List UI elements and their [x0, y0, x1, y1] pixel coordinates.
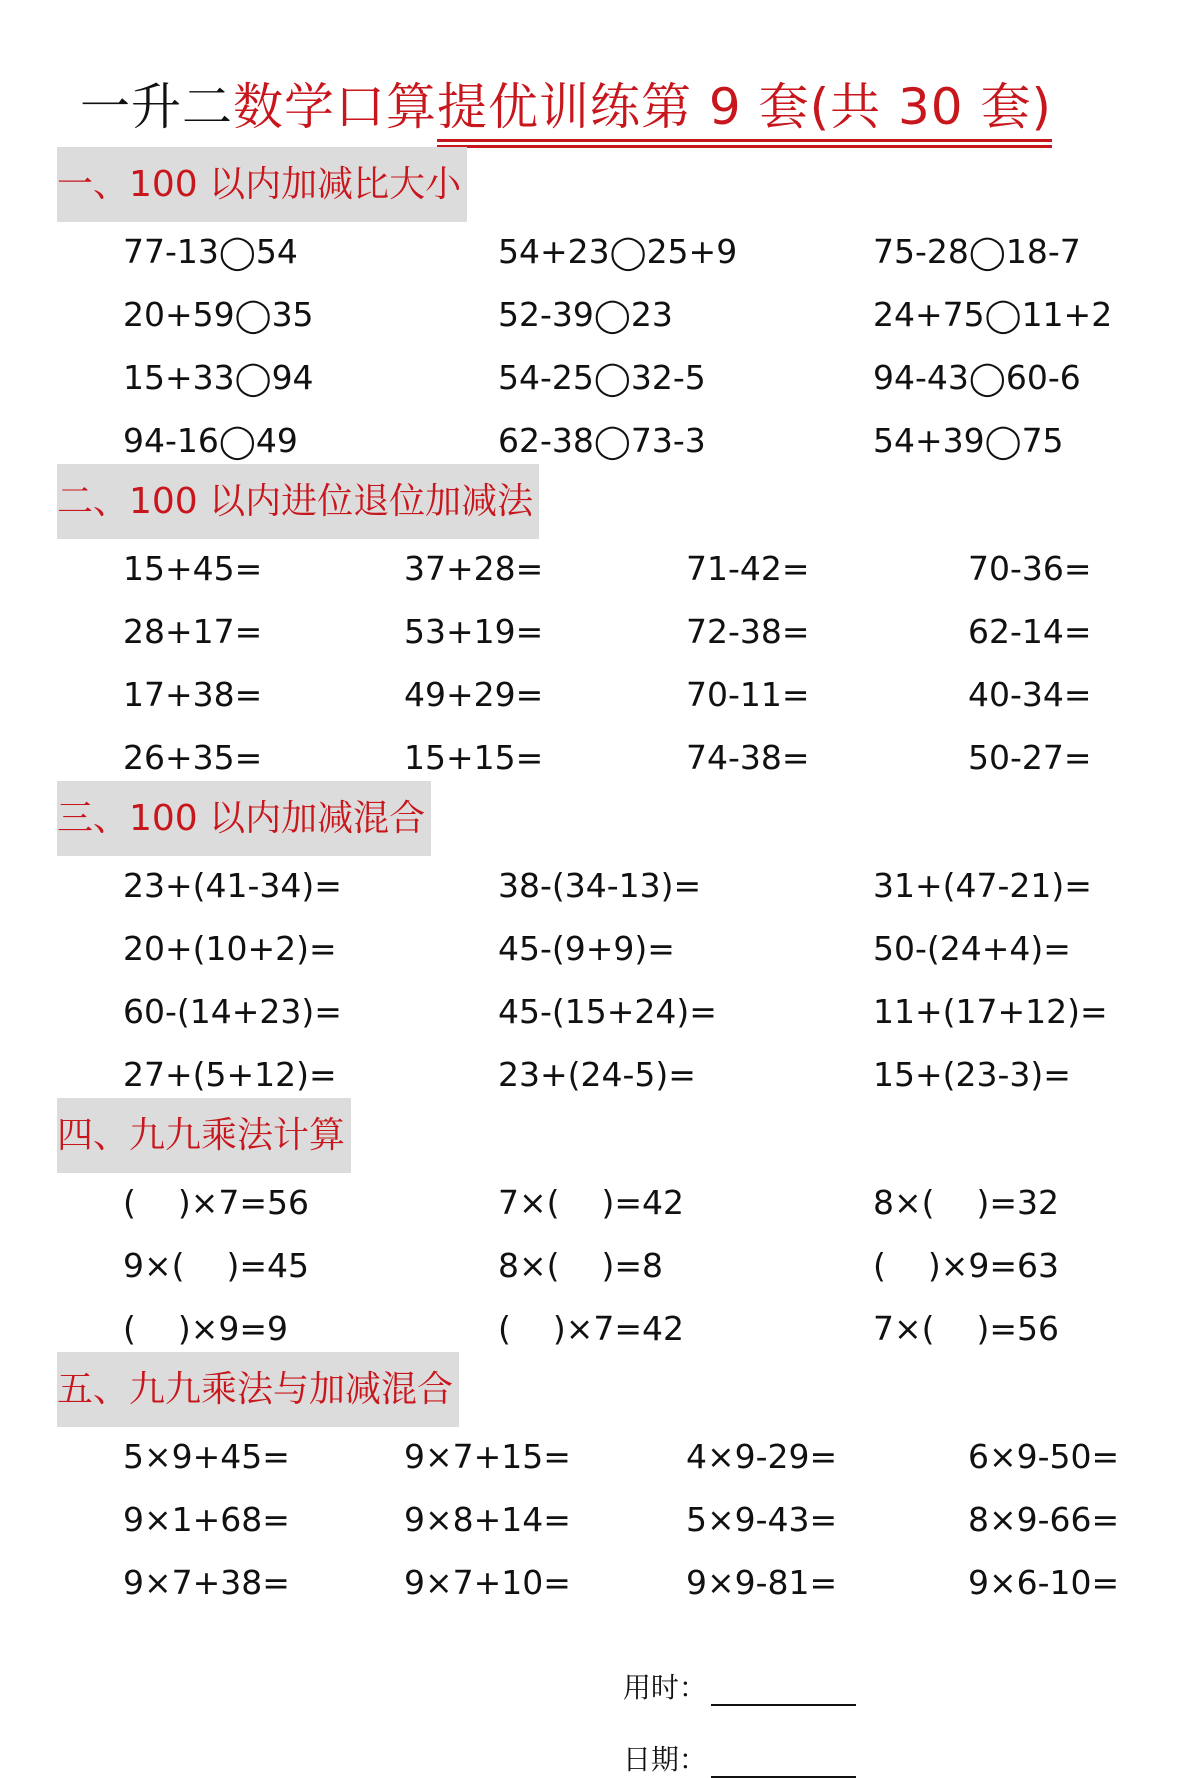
exercise-item: 72-38= — [686, 612, 810, 651]
exercise-row — [0, 1181, 1191, 1225]
exercise-row — [0, 419, 1191, 463]
exercise-item: 40-34= — [968, 675, 1092, 714]
exercise-item: 9×6-10= — [968, 1563, 1120, 1602]
exercise-row — [0, 1561, 1191, 1605]
time-label: 用时： — [622, 1671, 707, 1704]
exercise-item: 11+(17+12)= — [873, 992, 1108, 1031]
section-heading: 二、100 以内进位退位加减法 — [57, 464, 539, 539]
exercise-item: 50-27= — [968, 738, 1092, 777]
exercise-item: 71-42= — [686, 549, 810, 588]
exercise-item: 8×9-66= — [968, 1500, 1120, 1539]
exercise-row — [0, 990, 1191, 1034]
exercise-item: 62-38◯73-3 — [498, 421, 706, 460]
exercise-row — [0, 1307, 1191, 1351]
exercise-item: 9×7+10= — [404, 1563, 571, 1602]
exercise-row — [0, 610, 1191, 654]
exercise-row — [0, 547, 1191, 591]
section-heading: 一、100 以内加减比大小 — [57, 147, 467, 222]
exercise-item: 8×( )=8 — [498, 1246, 663, 1285]
exercise-item: 15+15= — [404, 738, 544, 777]
exercise-item: ( )×7=42 — [498, 1309, 684, 1348]
exercise-item: 15+33◯94 — [123, 358, 314, 397]
exercise-item: 9×( )=45 — [123, 1246, 309, 1285]
exercise-item: 17+38= — [123, 675, 263, 714]
section-heading: 三、100 以内加减混合 — [57, 781, 431, 856]
exercise-item: 15+45= — [123, 549, 263, 588]
exercise-item: 7×( )=56 — [873, 1309, 1059, 1348]
exercise-item: 26+35= — [123, 738, 263, 777]
exercise-item: 77-13◯54 — [123, 232, 298, 271]
exercise-item: 20+(10+2)= — [123, 929, 337, 968]
footer — [605, 1634, 856, 1778]
exercise-item: 6×9-50= — [968, 1437, 1120, 1476]
exercise-item: 15+(23-3)= — [873, 1055, 1071, 1094]
exercise-item: 9×7+15= — [404, 1437, 571, 1476]
exercise-row — [0, 230, 1191, 274]
exercise-item: 37+28= — [404, 549, 544, 588]
title-middle: 数学口算 — [233, 78, 437, 136]
exercise-item: 23+(24-5)= — [498, 1055, 696, 1094]
exercise-row — [0, 1498, 1191, 1542]
exercise-row — [0, 1435, 1191, 1479]
exercise-item: 75-28◯18-7 — [873, 232, 1081, 271]
exercise-item: ( )×9=9 — [123, 1309, 288, 1348]
exercise-item: ( )×9=63 — [873, 1246, 1059, 1285]
exercise-item: 8×( )=32 — [873, 1183, 1059, 1222]
exercise-item: 31+(47-21)= — [873, 866, 1092, 905]
exercise-item: 53+19= — [404, 612, 544, 651]
exercise-item: 60-(14+23)= — [123, 992, 342, 1031]
exercise-item: 50-(24+4)= — [873, 929, 1071, 968]
exercise-item: 20+59◯35 — [123, 295, 314, 334]
exercise-item: 28+17= — [123, 612, 263, 651]
exercise-item: 9×1+68= — [123, 1500, 290, 1539]
exercise-item: 45-(9+9)= — [498, 929, 675, 968]
title-prefix: 一升二 — [80, 78, 233, 136]
exercise-row — [0, 927, 1191, 971]
exercise-item: 9×9-81= — [686, 1563, 838, 1602]
exercise-item: 52-39◯23 — [498, 295, 673, 334]
exercise-item: 74-38= — [686, 738, 810, 777]
page-title — [80, 72, 1121, 142]
exercise-item: 5×9+45= — [123, 1437, 290, 1476]
exercise-item: 62-14= — [968, 612, 1092, 651]
exercise-item: 94-43◯60-6 — [873, 358, 1081, 397]
exercise-item: 4×9-29= — [686, 1437, 838, 1476]
exercise-item: 54+23◯25+9 — [498, 232, 738, 271]
exercise-item: 23+(41-34)= — [123, 866, 342, 905]
exercise-item: 49+29= — [404, 675, 544, 714]
exercise-item: 9×7+38= — [123, 1563, 290, 1602]
exercise-row — [0, 736, 1191, 780]
exercise-item: 94-16◯49 — [123, 421, 298, 460]
exercise-item: 54+39◯75 — [873, 421, 1064, 460]
exercise-item: 70-36= — [968, 549, 1092, 588]
exercise-row — [0, 673, 1191, 717]
exercise-item: 7×( )=42 — [498, 1183, 684, 1222]
exercise-item: ( )×7=56 — [123, 1183, 309, 1222]
exercise-row — [0, 356, 1191, 400]
exercise-row — [0, 1244, 1191, 1288]
exercise-item: 9×8+14= — [404, 1500, 571, 1539]
exercise-item: 54-25◯32-5 — [498, 358, 706, 397]
title-underlined: 提优训练第 9 套(共 30 套) — [437, 72, 1052, 142]
exercise-item: 70-11= — [686, 675, 810, 714]
exercise-item: 24+75◯11+2 — [873, 295, 1113, 334]
exercise-item: 27+(5+12)= — [123, 1055, 337, 1094]
section-heading: 四、九九乘法计算 — [57, 1098, 351, 1173]
exercise-row — [0, 1053, 1191, 1097]
section-heading: 五、九九乘法与加减混合 — [57, 1352, 459, 1427]
time-blank[interactable] — [711, 1676, 856, 1706]
exercise-item: 5×9-43= — [686, 1500, 838, 1539]
exercise-row — [0, 293, 1191, 337]
date-blank[interactable] — [711, 1748, 856, 1778]
exercise-row — [0, 864, 1191, 908]
exercise-item: 38-(34-13)= — [498, 866, 702, 905]
exercise-item: 45-(15+24)= — [498, 992, 717, 1031]
date-label: 日期： — [622, 1743, 707, 1776]
